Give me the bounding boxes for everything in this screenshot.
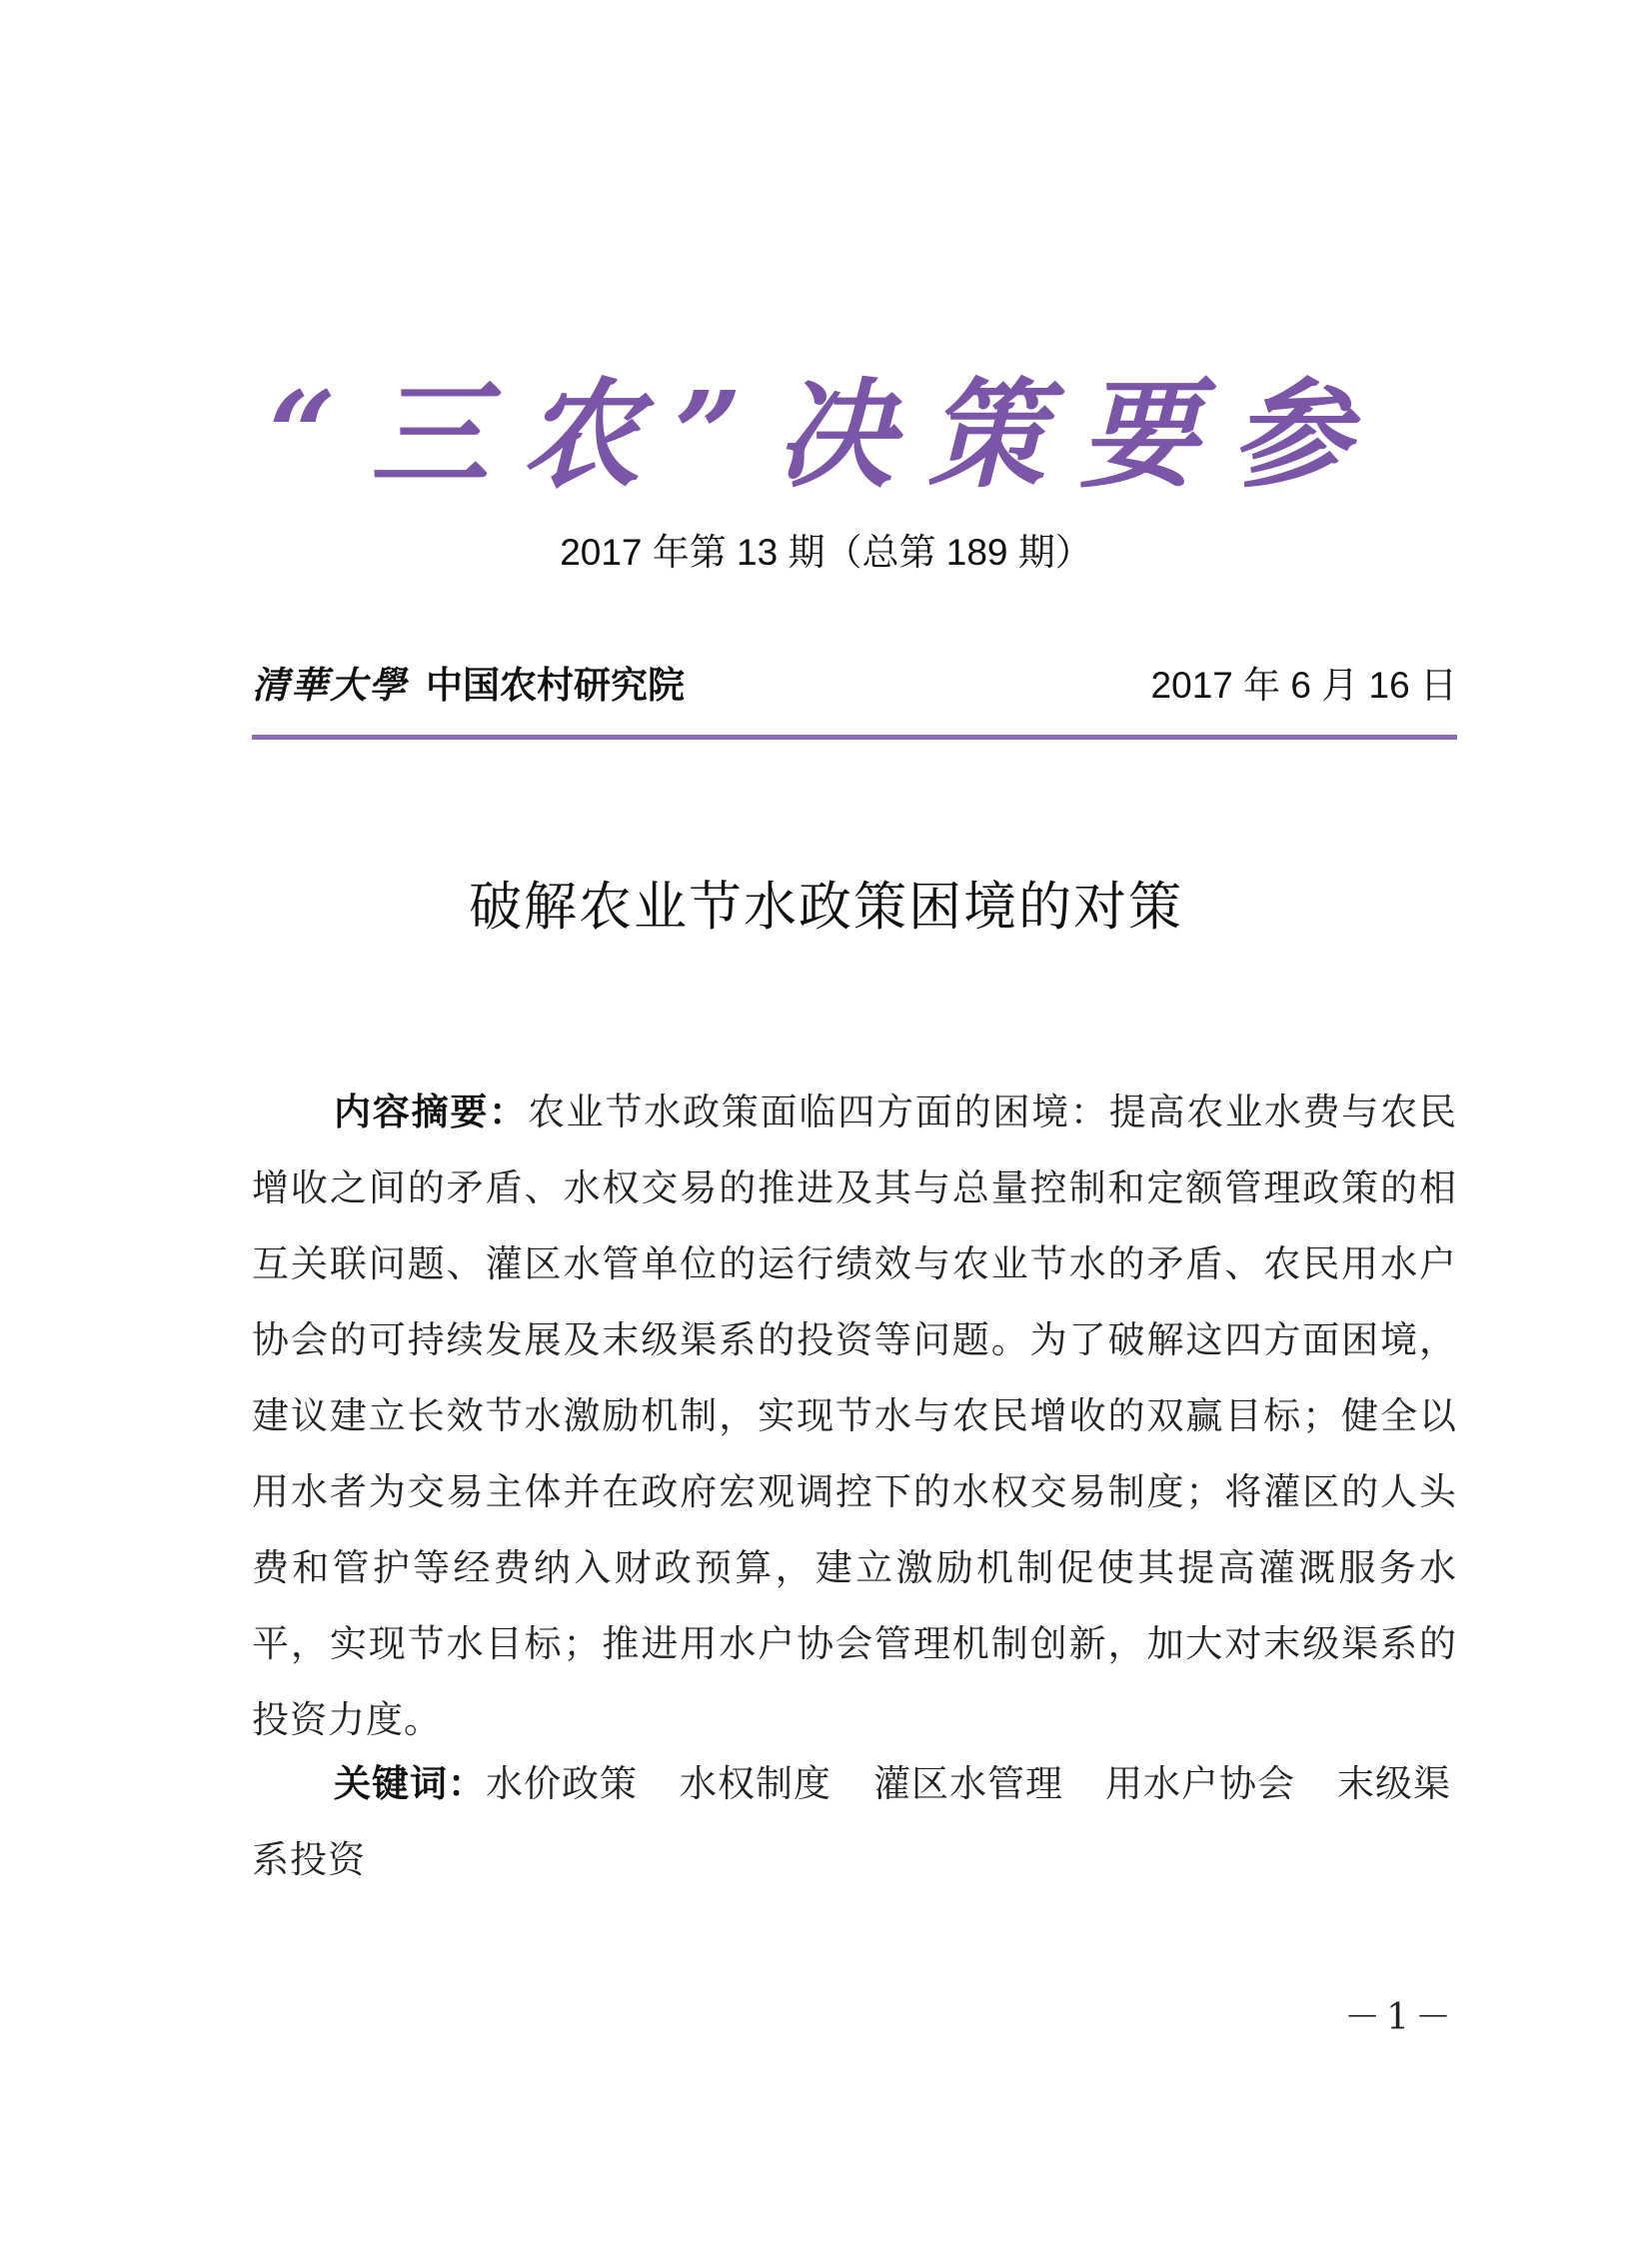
institution-row [252, 655, 1457, 715]
publication-date: 2017 年 6 月 16 日 [1150, 665, 1457, 706]
keyword-item: 水权制度 [680, 1762, 831, 1805]
page-number: －1－ [1344, 1997, 1457, 2038]
institution-name: 中国农村研究院 [426, 663, 685, 707]
keyword-item: 水价政策 [486, 1762, 638, 1805]
abstract-label: 内容摘要： [334, 1091, 528, 1133]
issue-number: 2017 年第 13 期（总第 189 期） [560, 532, 1092, 573]
keywords-paragraph [252, 1746, 1457, 1898]
keywords-label: 关键词： [334, 1762, 486, 1805]
institution [252, 655, 685, 709]
abstract-text: 农业节水政策面临四方面的困境：提高农业水费与农民增收之间的矛盾、水权交易的推进及其与总量控制和定额管理政策的相互关联问题、灌区水管单位的运行绩效与农业节水的矛盾、农民用水户协会的可持续发展及末级渠系的投资等问题。为了破解这四方面困境，建议建立长效节水激励机制，实现节水与农民增收的双赢目标；健全以用水者为交易主体并在政府宏观调控下的水权交易制度；将灌区的人头费和管护等经费纳入财政预算，建立激励机制促使其提高灌溉服务水平，实现节水目标；推进用水户协会管理机制创新，加大对末级渠系的投资力度。 [252, 1091, 1458, 1741]
keyword-item: 灌区水管理 [873, 1762, 1063, 1805]
keyword-item: 用水户协会 [1105, 1762, 1295, 1805]
university-logo-text: 清華大學 [252, 663, 408, 707]
masthead-title: “三农”决策要参 [268, 365, 1384, 504]
keyword-item: 末级渠系投资 [252, 1762, 1451, 1881]
header-divider [252, 735, 1457, 740]
abstract-paragraph [252, 1075, 1457, 1758]
article-title: 破解农业节水政策困境的对策 [469, 877, 1183, 938]
